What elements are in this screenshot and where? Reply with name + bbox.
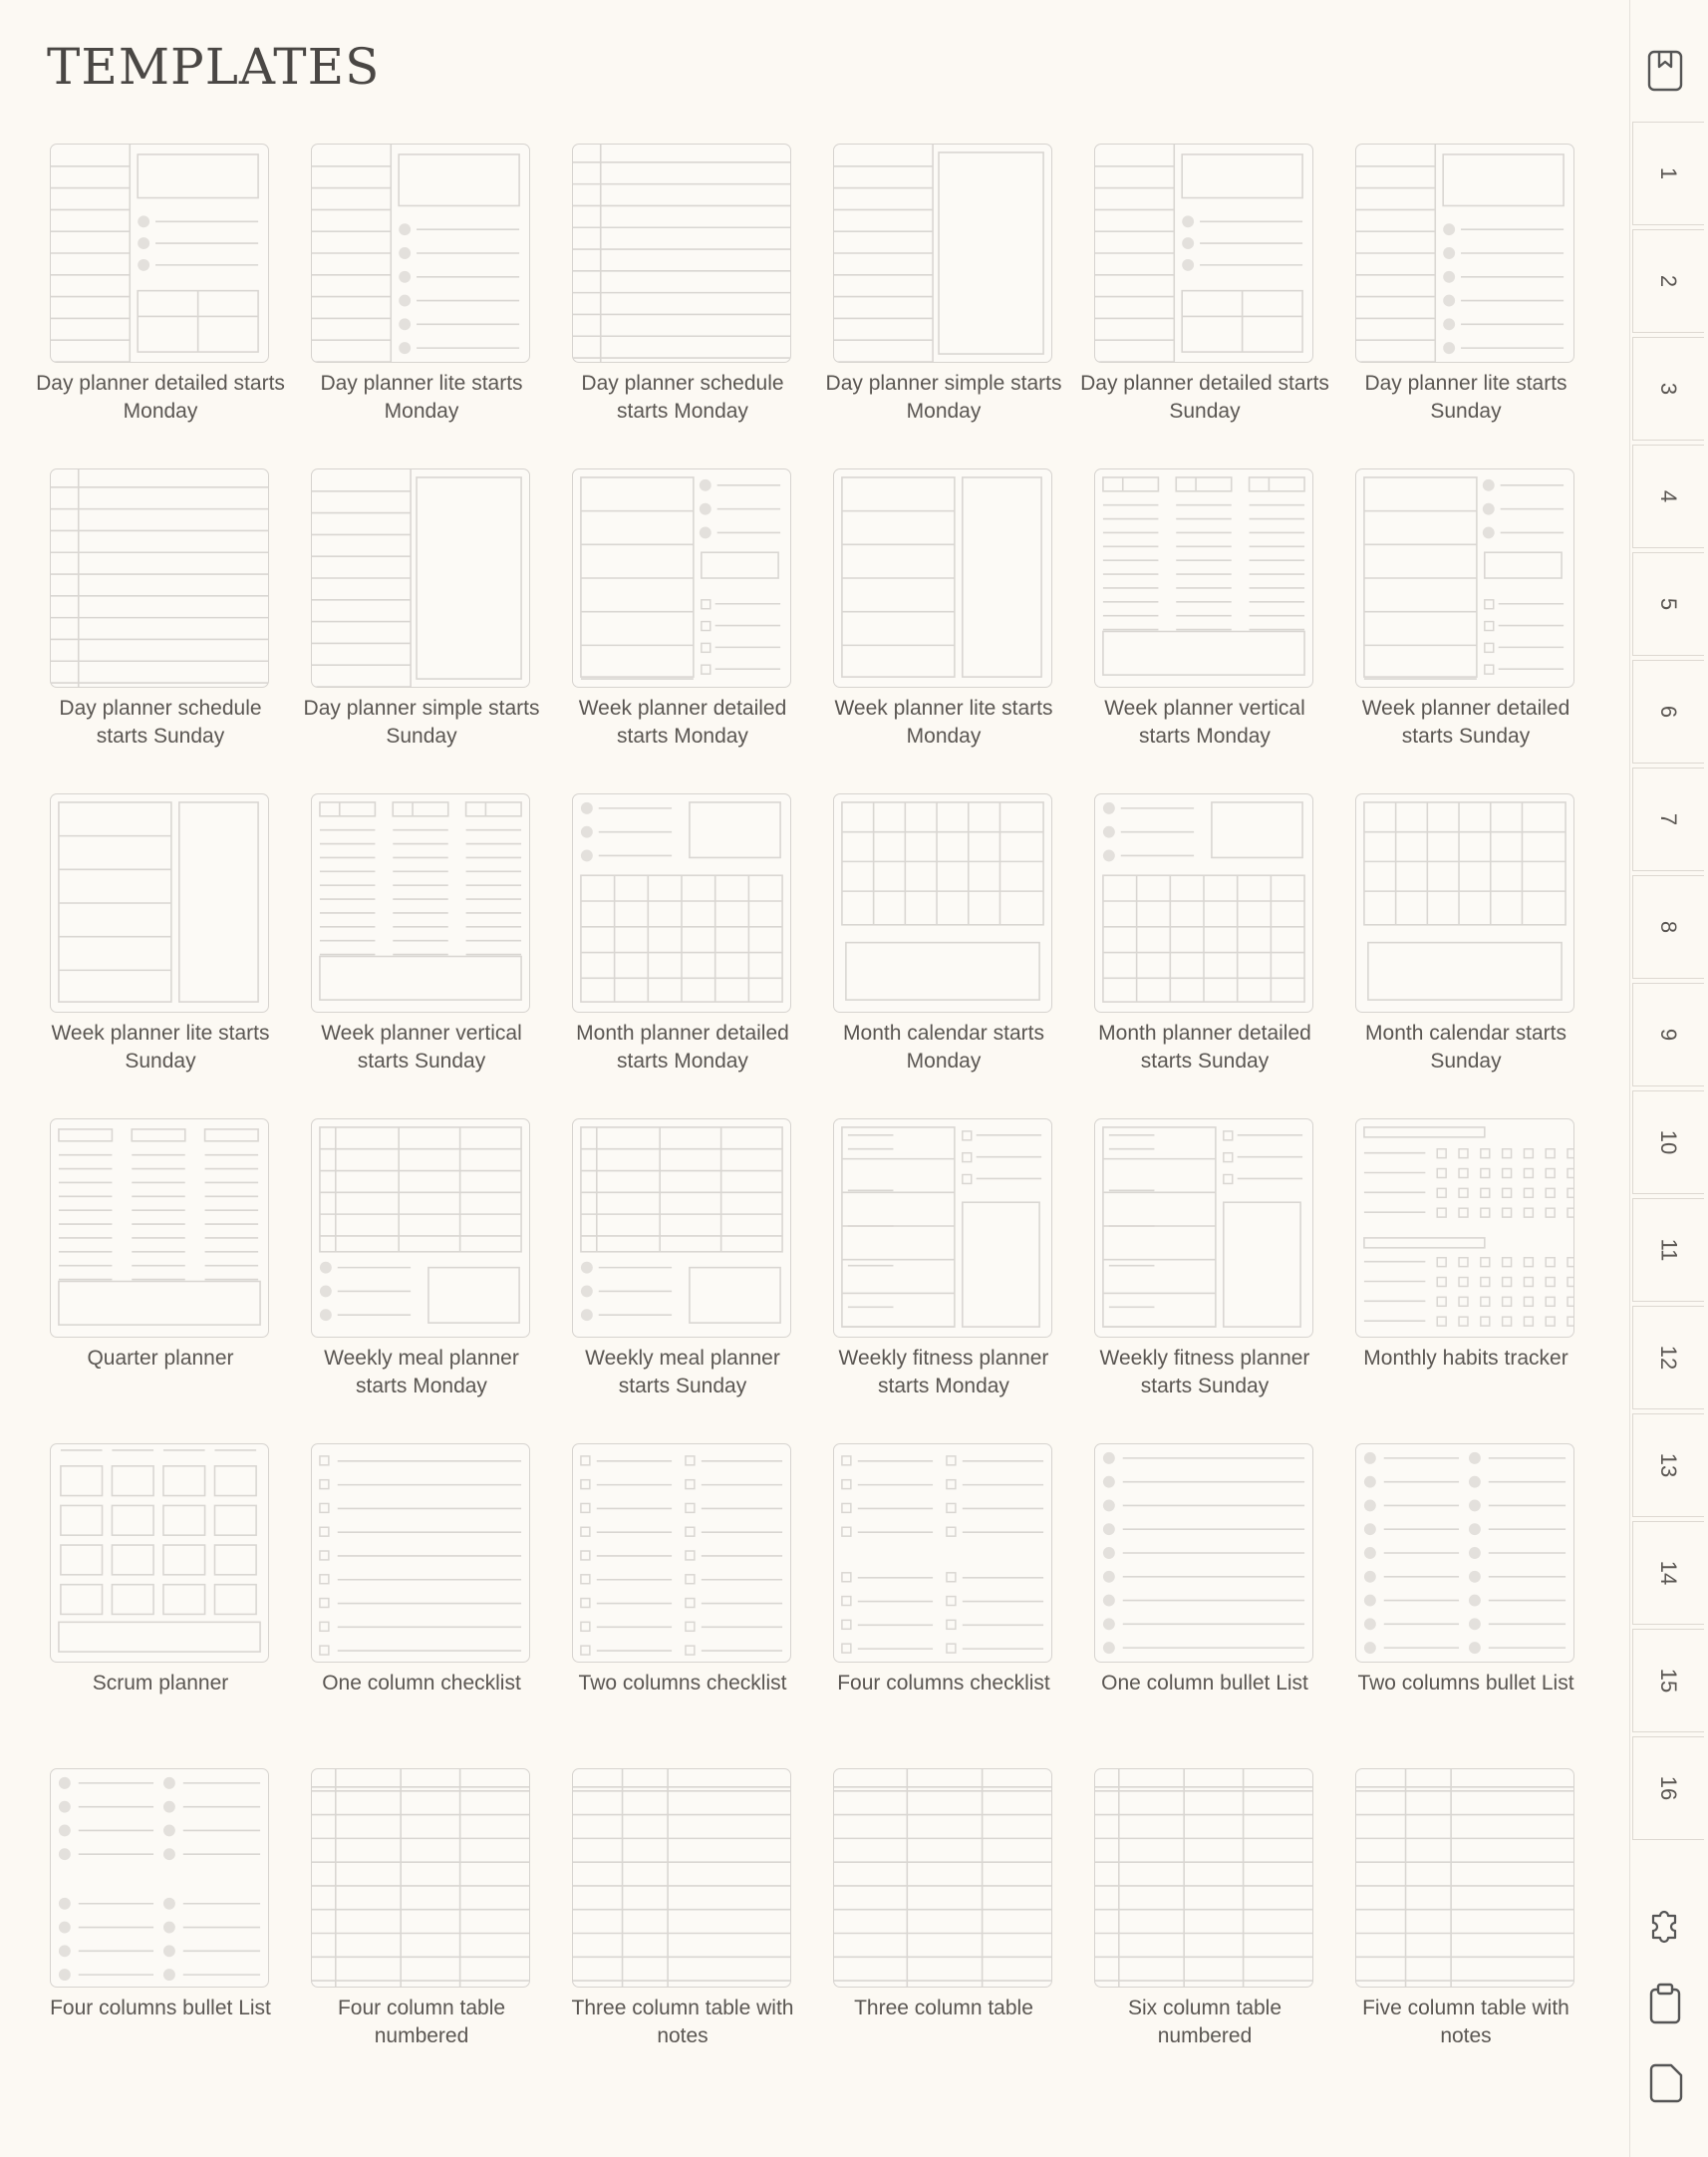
week-planner-vertical-icon [311, 793, 530, 1013]
section-tab-4[interactable] [1632, 445, 1704, 548]
section-tab-label: 10 [1656, 1129, 1682, 1155]
template-label: Two columns checklist [578, 1672, 787, 1695]
two-columns-checklist-icon [572, 1443, 791, 1663]
meal-planner-icon [572, 1118, 791, 1338]
template-label: Day planner schedule starts Monday [581, 372, 784, 423]
template-card[interactable] [50, 468, 271, 751]
template-card[interactable] [833, 1118, 1054, 1400]
template-card[interactable] [572, 144, 793, 426]
week-planner-lite-icon [50, 793, 269, 1013]
section-tab-label: 13 [1656, 1452, 1682, 1478]
section-tab-11[interactable] [1632, 1198, 1704, 1302]
template-card[interactable] [50, 1443, 271, 1697]
template-card[interactable] [1355, 1443, 1576, 1697]
template-label: One column bullet List [1101, 1672, 1308, 1695]
template-card[interactable] [1094, 1118, 1315, 1400]
meal-planner-icon [311, 1118, 530, 1338]
section-tab-label: 2 [1656, 274, 1682, 288]
template-card[interactable] [833, 468, 1054, 751]
month-calendar-icon [1355, 793, 1574, 1013]
template-label: Month calendar starts Monday [843, 1022, 1044, 1073]
section-tab-label: 1 [1656, 166, 1682, 180]
template-card[interactable] [833, 1443, 1054, 1697]
template-card[interactable] [1355, 144, 1576, 426]
template-label: Three column table [854, 1997, 1033, 2019]
section-tab-5[interactable] [1632, 552, 1704, 656]
day-planner-simple-icon [311, 468, 530, 688]
template-label: Two columns bullet List [1357, 1672, 1574, 1695]
template-label: Day planner schedule starts Sunday [59, 697, 262, 748]
side-panel [1629, 0, 1708, 2157]
template-label: Four columns checklist [837, 1672, 1050, 1695]
template-card[interactable] [303, 468, 540, 751]
month-planner-detailed-icon [572, 793, 791, 1013]
template-label: Five column table with notes [1362, 1997, 1569, 2047]
template-label: Six column table numbered [1127, 1997, 1282, 2047]
template-card[interactable] [1094, 468, 1315, 751]
section-tab-10[interactable] [1632, 1090, 1704, 1194]
week-planner-detailed-icon [572, 468, 791, 688]
template-card[interactable] [311, 1768, 532, 2050]
template-label: Weekly meal planner starts Monday [324, 1347, 519, 1397]
week-planner-lite-icon [833, 468, 1052, 688]
section-tab-label: 5 [1656, 597, 1682, 611]
section-tab-label: 3 [1656, 382, 1682, 396]
template-card[interactable] [311, 1118, 532, 1400]
puzzle-icon[interactable] [1640, 1899, 1690, 1949]
template-label: Week planner detailed starts Monday [578, 697, 787, 748]
week-planner-vertical-icon [1094, 468, 1313, 688]
template-label: Day planner lite starts Monday [320, 372, 523, 423]
template-label: Day planner simple starts Sunday [303, 697, 540, 748]
four-columns-checklist-icon [833, 1443, 1052, 1663]
template-label: Four columns bullet List [50, 1997, 271, 2019]
template-card[interactable] [36, 144, 285, 426]
day-planner-schedule-icon [50, 468, 269, 688]
section-tab-label: 6 [1656, 705, 1682, 719]
clipboard-icon[interactable] [1640, 1979, 1690, 2028]
template-label: Week planner vertical starts Sunday [321, 1022, 522, 1073]
template-label: Week planner lite starts Sunday [51, 1022, 270, 1073]
note-icon[interactable] [1640, 2058, 1690, 2108]
section-tab-2[interactable] [1632, 229, 1704, 333]
one-column-checklist-icon [311, 1443, 530, 1663]
bookmark-icon[interactable] [1640, 46, 1690, 96]
template-card[interactable] [1080, 144, 1329, 426]
template-card[interactable] [572, 1768, 793, 2050]
table-notes-icon [1355, 1768, 1574, 1988]
template-card[interactable] [1355, 1118, 1576, 1373]
template-label: Day planner detailed starts Monday [36, 372, 285, 423]
section-tab-15[interactable] [1632, 1629, 1704, 1732]
template-label: Weekly meal planner starts Sunday [585, 1347, 780, 1397]
section-tab-8[interactable] [1632, 875, 1704, 979]
template-label: One column checklist [322, 1672, 521, 1695]
fitness-planner-icon [833, 1118, 1052, 1338]
section-tab-14[interactable] [1632, 1521, 1704, 1625]
template-label: Monthly habits tracker [1363, 1347, 1568, 1370]
month-calendar-icon [833, 793, 1052, 1013]
section-tab-3[interactable] [1632, 337, 1704, 441]
template-card[interactable] [50, 1118, 271, 1373]
template-card[interactable] [833, 1768, 1054, 2022]
template-label: Week planner vertical starts Monday [1104, 697, 1305, 748]
template-label: Day planner simple starts Monday [825, 372, 1062, 423]
template-label: Four column table numbered [337, 1997, 506, 2047]
template-card[interactable] [1094, 1768, 1315, 2050]
day-planner-detailed-icon [1094, 144, 1313, 363]
month-planner-detailed-icon [1094, 793, 1313, 1013]
table-numbered-icon [311, 1768, 530, 1988]
section-tab-label: 15 [1656, 1668, 1682, 1694]
table-numbered-icon [1094, 1768, 1313, 1988]
template-card[interactable] [1355, 793, 1576, 1076]
day-planner-simple-icon [833, 144, 1052, 363]
scrum-planner-icon [50, 1443, 269, 1663]
week-planner-detailed-icon [1355, 468, 1574, 688]
section-tab-label: 8 [1656, 920, 1682, 934]
template-card[interactable] [572, 793, 793, 1076]
template-card[interactable] [572, 468, 793, 751]
section-tab-12[interactable] [1632, 1306, 1704, 1409]
section-tab-6[interactable] [1632, 660, 1704, 764]
template-card[interactable] [1355, 1768, 1576, 2050]
section-tab-16[interactable] [1632, 1736, 1704, 1840]
template-card[interactable] [833, 793, 1054, 1076]
section-tab-label: 12 [1656, 1345, 1682, 1371]
template-card[interactable] [50, 1768, 271, 2022]
habits-tracker-icon [1355, 1118, 1574, 1338]
template-label: Quarter planner [87, 1347, 234, 1370]
table-icon [833, 1768, 1052, 1988]
template-card[interactable] [311, 144, 532, 426]
template-label: Three column table with notes [571, 1997, 794, 2047]
table-notes-icon [572, 1768, 791, 1988]
template-card[interactable] [1094, 793, 1315, 1076]
two-columns-bullet-icon [1355, 1443, 1574, 1663]
template-card[interactable] [311, 1443, 532, 1697]
template-card[interactable] [311, 793, 532, 1076]
template-card[interactable] [1355, 468, 1576, 751]
section-tab-label: 7 [1656, 812, 1682, 826]
section-tab-label: 16 [1656, 1775, 1682, 1801]
template-label: Day planner lite starts Sunday [1364, 372, 1567, 423]
section-tab-13[interactable] [1632, 1413, 1704, 1517]
section-tab-label: 14 [1656, 1560, 1682, 1586]
section-tab-7[interactable] [1632, 768, 1704, 871]
template-card[interactable] [825, 144, 1062, 426]
template-card[interactable] [572, 1443, 793, 1697]
quarter-planner-icon [50, 1118, 269, 1338]
template-label: Month planner detailed starts Monday [576, 1022, 789, 1073]
day-planner-schedule-icon [572, 144, 791, 363]
template-label: Day planner detailed starts Sunday [1080, 372, 1329, 423]
template-card[interactable] [50, 793, 271, 1076]
template-label: Week planner lite starts Monday [834, 697, 1053, 748]
section-tab-label: 4 [1656, 489, 1682, 503]
template-label: Scrum planner [92, 1672, 229, 1695]
template-label: Month planner detailed starts Sunday [1098, 1022, 1311, 1073]
day-planner-lite-icon [311, 144, 530, 363]
template-label: Week planner detailed starts Sunday [1361, 697, 1570, 748]
four-columns-bullet-icon [50, 1768, 269, 1988]
section-tab-1[interactable] [1632, 122, 1704, 225]
template-card[interactable] [572, 1118, 793, 1400]
section-tab-label: 11 [1656, 1238, 1682, 1262]
template-label: Weekly fitness planner starts Monday [838, 1347, 1049, 1397]
one-column-bullet-icon [1094, 1443, 1313, 1663]
page-title: TEMPLATES [47, 38, 381, 96]
template-label: Month calendar starts Sunday [1365, 1022, 1566, 1073]
day-planner-detailed-icon [50, 144, 269, 363]
template-card[interactable] [1094, 1443, 1315, 1697]
template-label: Weekly fitness planner starts Sunday [1099, 1347, 1310, 1397]
fitness-planner-icon [1094, 1118, 1313, 1338]
section-tab-label: 9 [1656, 1028, 1682, 1042]
day-planner-lite-icon [1355, 144, 1574, 363]
section-tab-9[interactable] [1632, 983, 1704, 1086]
